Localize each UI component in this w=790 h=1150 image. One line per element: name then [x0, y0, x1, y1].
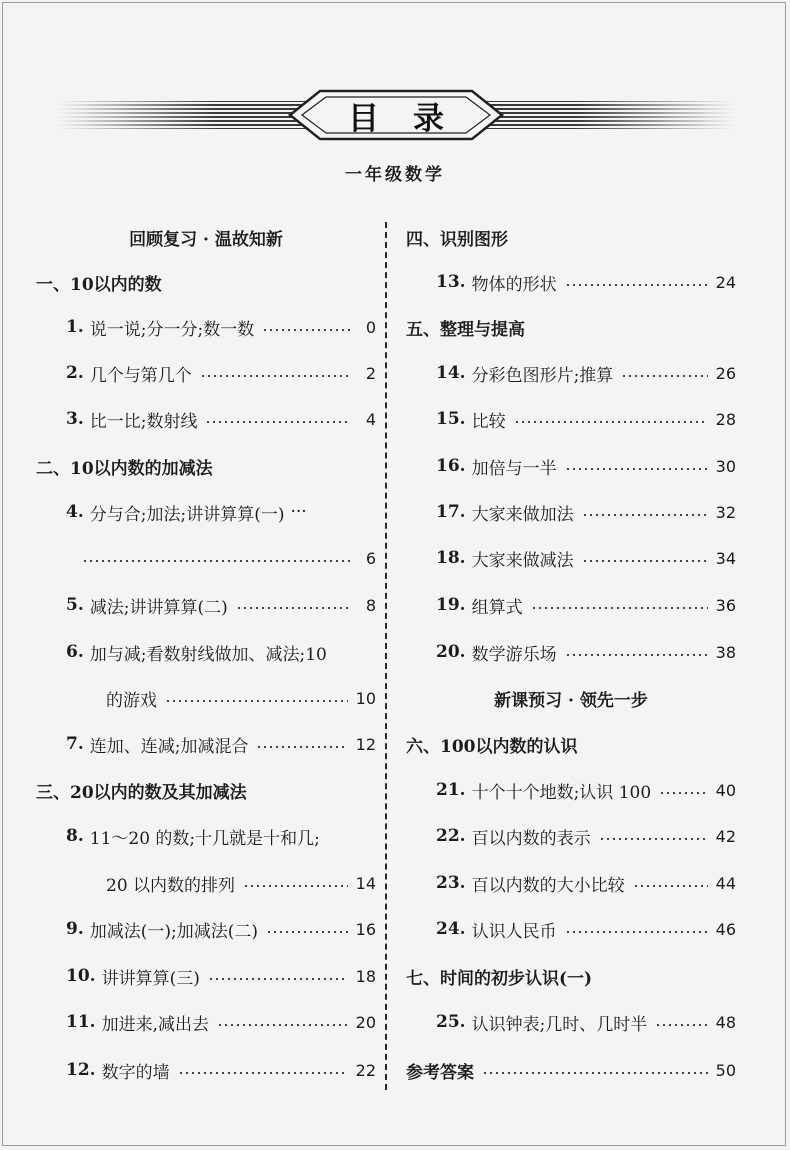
dot-leader	[266, 931, 348, 933]
entry-number: 13.	[436, 272, 466, 292]
page-number: 28	[715, 409, 736, 429]
entry-number: 3.	[66, 409, 84, 429]
entry-title: 加减法(一);加减法(二)	[89, 921, 259, 942]
page-number: 0	[365, 317, 376, 337]
toc-entry[interactable]	[406, 638, 736, 666]
toc-section[interactable]	[406, 313, 736, 341]
entry-title: 比一比;数射线	[89, 411, 198, 432]
page-number: 44	[715, 873, 736, 893]
section-text: 六、100以内数的认识	[406, 736, 578, 757]
toc-entry[interactable]	[36, 1056, 376, 1084]
dot-leader	[217, 1024, 348, 1026]
entry-title: 数字的墙	[101, 1062, 170, 1083]
toc-section[interactable]	[36, 268, 376, 296]
dot-leader	[208, 978, 348, 980]
dot-leader	[599, 838, 708, 840]
dot-leader	[565, 468, 708, 470]
entry-number: 15.	[436, 409, 466, 429]
dot-leader	[565, 654, 708, 656]
page-number: 14	[355, 873, 376, 893]
entry-title: 连加、连减;加减混合	[89, 736, 249, 757]
toc-entry[interactable]	[36, 915, 376, 943]
toc-entry[interactable]	[406, 591, 736, 619]
entry-title: 认识钟表;几时、几时半	[471, 1014, 648, 1035]
toc-entry[interactable]	[36, 591, 376, 619]
toc-entry[interactable]	[406, 776, 736, 804]
entry-number: 7.	[66, 734, 84, 754]
toc-entry[interactable]	[406, 268, 736, 296]
toc-section[interactable]	[406, 223, 736, 251]
entry-title: 几个与第几个	[89, 365, 192, 386]
dot-leader	[236, 607, 350, 609]
entry-number: 18.	[436, 548, 466, 568]
entry-number: 22.	[436, 826, 466, 846]
entry-title: 分彩色图形片;推算	[471, 365, 614, 386]
page-number: 48	[715, 1012, 736, 1032]
toc-entry[interactable]	[36, 684, 376, 712]
page-number: 32	[715, 502, 736, 522]
toc-entry[interactable]	[36, 869, 376, 897]
entry-title: 20 以内数的排列	[106, 875, 236, 896]
toc-entry[interactable]	[36, 498, 376, 526]
toc-entry[interactable]	[406, 915, 736, 943]
dot-leader	[633, 885, 708, 887]
toc-subtitle: 一年级数学	[345, 165, 445, 185]
toc-entry[interactable]	[36, 1008, 376, 1036]
toc-entry[interactable]	[406, 1008, 736, 1036]
page-number: 38	[715, 642, 736, 662]
column-divider	[385, 222, 387, 1090]
entry-number: 16.	[436, 456, 466, 476]
toc-entry[interactable]	[406, 452, 736, 480]
entry-title: 分与合;加法;讲讲算算(一)	[89, 504, 285, 525]
toc-entry[interactable]	[36, 544, 376, 572]
section-text: 一、10以内的数	[36, 274, 162, 295]
dot-leader	[565, 931, 708, 933]
toc-entry[interactable]	[406, 498, 736, 526]
dot-leader	[565, 284, 708, 286]
toc-entry[interactable]	[36, 313, 376, 341]
page-number: 26	[715, 363, 736, 383]
page-number: 34	[715, 548, 736, 568]
entry-number: 2.	[66, 363, 84, 383]
toc-entry[interactable]	[406, 822, 736, 850]
toc-entry[interactable]	[36, 962, 376, 990]
dot-leader-short: ···	[290, 502, 307, 522]
entry-title: 讲讲算算(三)	[101, 968, 200, 989]
page-number: 22	[355, 1060, 376, 1080]
entry-title: 11～20 的数;十几就是十和几;	[89, 828, 320, 849]
entry-number: 9.	[66, 919, 84, 939]
entry-number: 5.	[66, 595, 84, 615]
toc-entry[interactable]	[36, 405, 376, 433]
dot-leader	[200, 375, 350, 377]
entry-number: 17.	[436, 502, 466, 522]
section-text: 二、10以内数的加减法	[36, 458, 213, 479]
toc-entry[interactable]	[406, 869, 736, 897]
page-number: 2	[365, 363, 376, 383]
page-number: 36	[715, 595, 736, 615]
toc-section[interactable]	[406, 730, 736, 758]
dot-leader	[659, 792, 707, 794]
entry-title: 大家来做加法	[471, 504, 574, 525]
dot-leader	[482, 1072, 708, 1074]
dot-leader	[205, 421, 350, 423]
entry-title: 说一说;分一分;数一数	[89, 319, 255, 340]
toc-entry[interactable]	[406, 359, 736, 387]
dot-leader	[582, 514, 708, 516]
page-number: 12	[355, 734, 376, 754]
toc-section[interactable]	[406, 962, 736, 990]
dot-leader	[655, 1024, 707, 1026]
dot-leader	[243, 885, 348, 887]
page-number: 16	[355, 919, 376, 939]
entry-number: 4.	[66, 502, 84, 522]
entry-number: 11.	[66, 1012, 96, 1032]
entry-title: 加与减;看数射线做加、减法;10	[89, 644, 327, 665]
entry-title: 数学游乐场	[471, 644, 557, 665]
entry-title: 参考答案	[406, 1062, 474, 1083]
page-number: 8	[365, 595, 376, 615]
toc-part-heading	[406, 684, 736, 712]
entry-number: 25.	[436, 1012, 466, 1032]
page-number: 6	[365, 548, 376, 568]
page-number: 50	[715, 1060, 736, 1080]
page-number: 20	[355, 1012, 376, 1032]
entry-title: 认识人民币	[471, 921, 557, 942]
toc-entry[interactable]	[36, 730, 376, 758]
section-text: 五、整理与提高	[406, 319, 525, 340]
toc-entry[interactable]	[406, 405, 736, 433]
title-banner	[58, 88, 734, 142]
entry-number: 10.	[66, 966, 96, 986]
toc-section[interactable]	[36, 452, 376, 480]
entry-title: 组算式	[471, 597, 523, 618]
dot-leader	[82, 560, 350, 562]
page-number: 10	[355, 688, 376, 708]
dot-leader	[514, 421, 708, 423]
dot-leader	[582, 560, 708, 562]
toc-title: 目录	[348, 100, 478, 137]
dot-leader	[262, 329, 350, 331]
entry-title: 加进来,减出去	[101, 1014, 209, 1035]
toc-entry[interactable]	[406, 544, 736, 572]
toc-entry[interactable]	[406, 1056, 736, 1084]
page-number: 4	[365, 409, 376, 429]
dot-leader	[178, 1072, 348, 1074]
dot-leader	[531, 607, 708, 609]
toc-section[interactable]	[36, 776, 376, 804]
entry-title: 十个十个地数;认识 100	[471, 782, 652, 803]
toc-part-heading	[36, 223, 376, 251]
entry-number: 1.	[66, 317, 84, 337]
entry-number: 8.	[66, 826, 84, 846]
entry-title: 的游戏	[106, 690, 157, 711]
entry-number: 24.	[436, 919, 466, 939]
section-text: 三、20以内的数及其加减法	[36, 782, 247, 803]
entry-title: 加倍与一半	[471, 458, 557, 479]
page-number: 30	[715, 456, 736, 476]
dot-leader	[621, 375, 707, 377]
entry-number: 23.	[436, 873, 466, 893]
page-number: 18	[355, 966, 376, 986]
toc-entry[interactable]	[36, 638, 376, 666]
toc-entry[interactable]	[36, 822, 376, 850]
entry-title: 百以内数的表示	[471, 828, 591, 849]
entry-title: 百以内数的大小比较	[471, 875, 625, 896]
page-number: 24	[715, 272, 736, 292]
entry-number: 19.	[436, 595, 466, 615]
entry-title: 物体的形状	[471, 274, 557, 295]
page-number: 46	[715, 919, 736, 939]
heading-text: 回顾复习 · 温故知新	[129, 229, 283, 250]
entry-title: 大家来做减法	[471, 550, 574, 571]
entry-number: 12.	[66, 1060, 96, 1080]
section-text: 四、识别图形	[406, 229, 508, 250]
dot-leader	[165, 700, 348, 702]
entry-number: 21.	[436, 780, 466, 800]
entry-title: 比较	[471, 411, 506, 432]
entry-number: 20.	[436, 642, 466, 662]
entry-title: 减法;讲讲算算(二)	[89, 597, 228, 618]
section-text: 七、时间的初步认识(一)	[406, 968, 593, 989]
toc-entry[interactable]	[36, 359, 376, 387]
dot-leader	[256, 746, 347, 748]
page-number: 42	[715, 826, 736, 846]
page-number: 40	[715, 780, 736, 800]
entry-number: 6.	[66, 642, 84, 662]
heading-text: 新课预习 · 领先一步	[494, 690, 648, 711]
entry-number: 14.	[436, 363, 466, 383]
